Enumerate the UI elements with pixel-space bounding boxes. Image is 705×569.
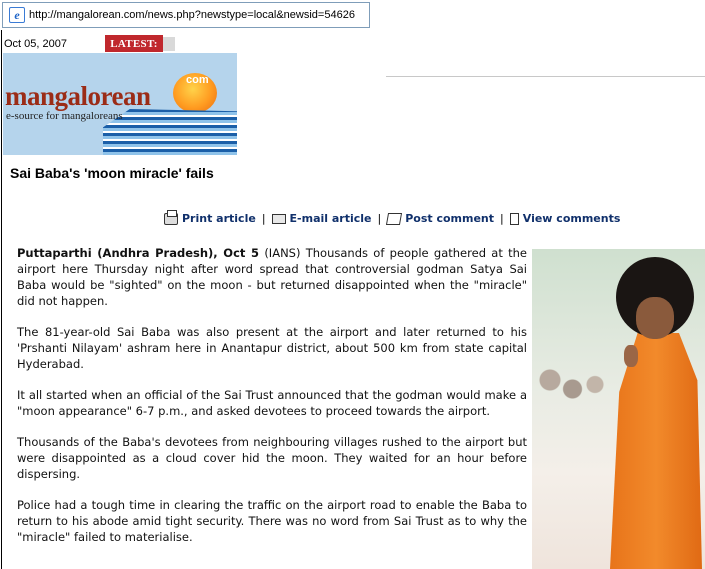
post-comment-link[interactable] <box>387 212 494 225</box>
photo-crowd <box>532 344 622 434</box>
photo-robe <box>610 333 702 569</box>
printer-icon <box>164 213 178 225</box>
logo-tagline: e-source for mangaloreans <box>6 110 123 122</box>
article-body <box>17 245 527 560</box>
page-border <box>1 30 2 569</box>
article-paragraph-text: (IANS) Thousands of people gathered at the airport here Thursday night after word spread that controversial godman Satya Sai Baba would be "sighted" on the moon - but returned disappointed when the "miracle" did not happen. <box>17 246 527 308</box>
site-logo[interactable] <box>3 53 237 155</box>
article-title: Sai Baba's 'moon miracle' fails <box>10 165 214 181</box>
print-article-link[interactable] <box>164 212 256 225</box>
print-article-label: Print article <box>182 212 256 225</box>
article-paragraph: Thousands of the Baba's devotees from neighbouring villages rushed to the airport but were disappointed as a cloud cover hid the moon. They waited for an hour before dispersing. <box>17 435 527 481</box>
latest-ticker <box>163 37 175 51</box>
view-comments-link[interactable] <box>510 212 621 225</box>
ie-page-icon: e <box>9 7 25 23</box>
action-separator: | <box>500 212 504 225</box>
envelope-icon <box>272 214 286 224</box>
address-url[interactable]: http://mangalorean.com/news.php?newstype=local&newsid=54626 <box>29 9 355 21</box>
post-comment-label: Post comment <box>405 212 495 225</box>
email-article-label: E-mail article <box>289 212 372 225</box>
article-paragraph: Police had a tough time in clearing the traffic on the airport road to enable the Baba to return to his abode amid tight security. There was no word from Sai Trust as to why the "miracle" failed to materialise. <box>17 498 527 544</box>
article-actions <box>164 212 620 225</box>
logo-com: com <box>186 74 209 86</box>
article-dateline: Puttaparthi (Andhra Pradesh), Oct 5 <box>17 246 260 260</box>
divider <box>386 76 705 77</box>
article-paragraph <box>17 245 527 309</box>
logo-name: mangalorean <box>5 81 151 111</box>
address-bar[interactable] <box>2 2 370 28</box>
action-separator: | <box>261 212 266 225</box>
latest-label[interactable]: LATEST: <box>105 35 163 52</box>
article-photo <box>532 249 705 569</box>
article-paragraph: It all started when an official of the Sai Trust announced that the godman would make a "moon appearance" 6-7 p.m., and asked devotees to proceed towards the airport. <box>17 388 527 418</box>
article-paragraph: The 81-year-old Sai Baba was also present at the airport and later returned to his 'Prshanti Nilayam' ashram here in Anantapur district, about 500 km from state capital Hyderabad. <box>17 325 527 371</box>
photo-face <box>636 297 674 339</box>
document-icon <box>510 213 519 225</box>
header-date: Oct 05, 2007 <box>4 38 67 50</box>
view-comments-label: View comments <box>522 212 621 225</box>
action-separator: | <box>377 212 382 225</box>
photo-hand <box>624 345 638 367</box>
logo-waves-icon <box>103 109 237 155</box>
pencil-icon <box>386 213 402 225</box>
email-article-link[interactable] <box>272 212 372 225</box>
